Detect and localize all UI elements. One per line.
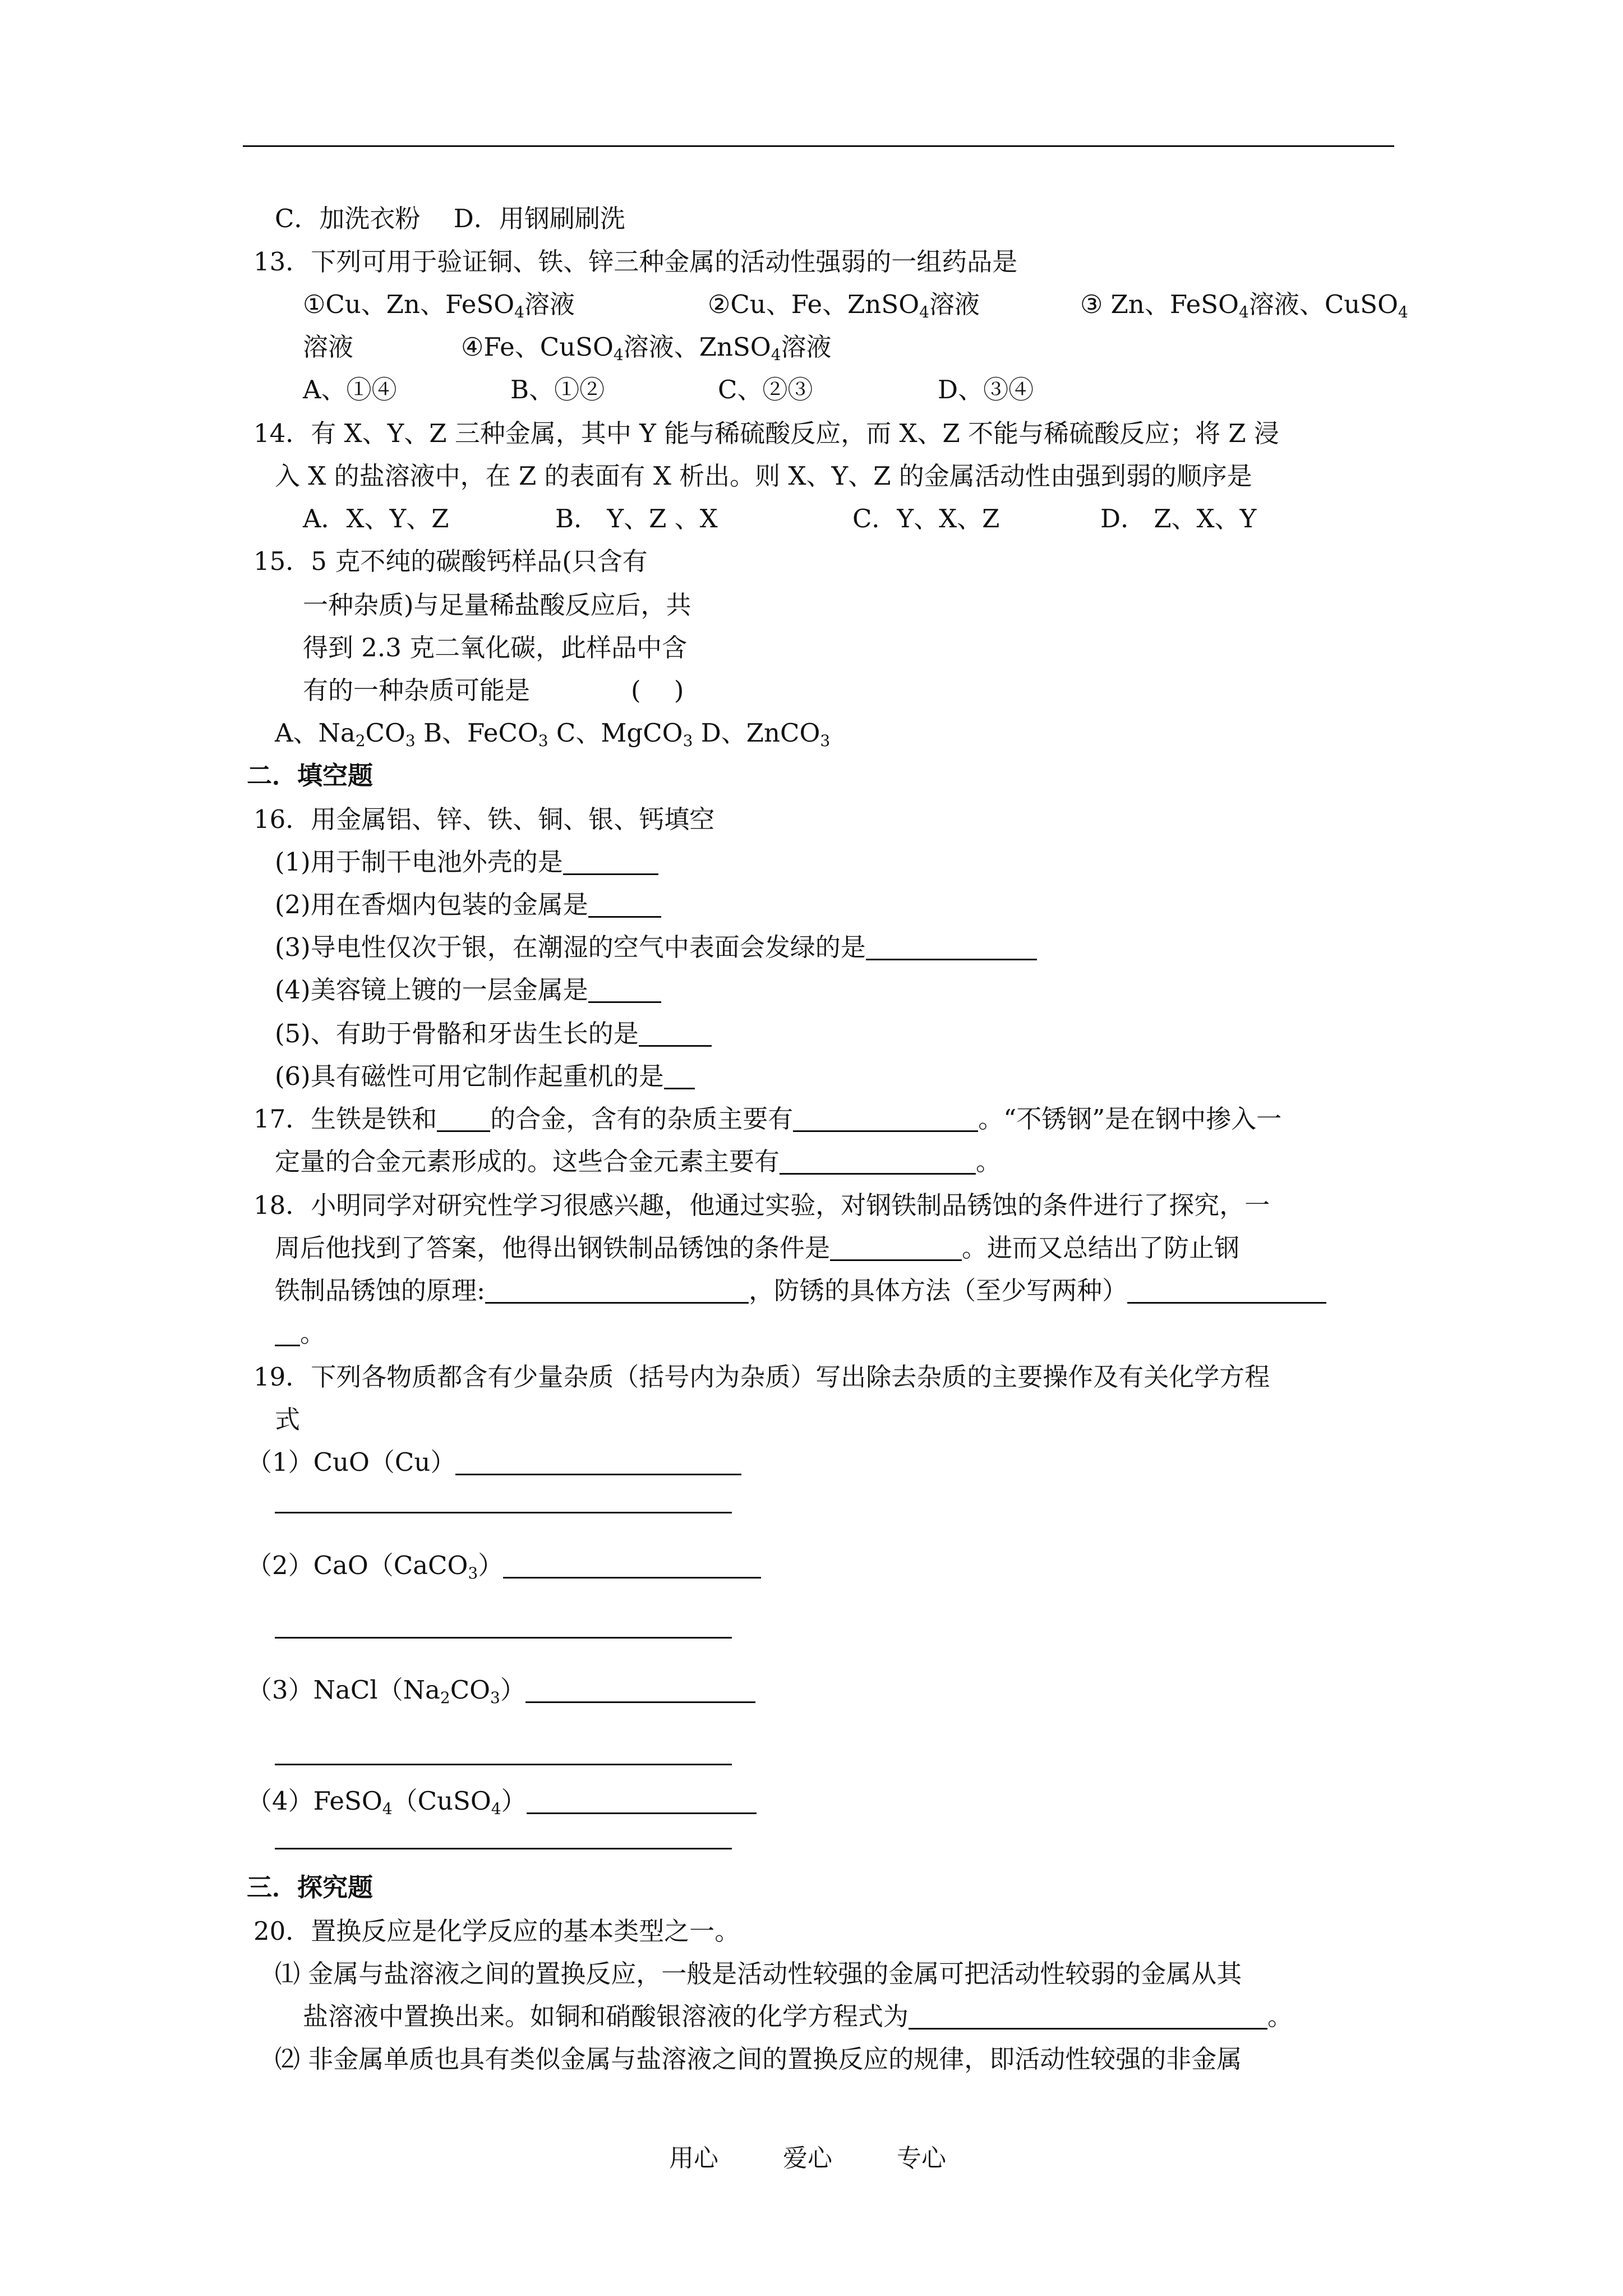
- answer-blank[interactable]: [588, 979, 661, 1003]
- fill-line: (5)、有助于骨骼和牙齿生长的是: [275, 1021, 712, 1047]
- answer-blank[interactable]: [909, 2005, 1267, 2030]
- choice-a: A．X、Y、Z: [303, 504, 449, 533]
- choice-a: A、①④: [303, 375, 397, 404]
- option-1: ①Cu、Zn、FeSO$_4$溶液: [303, 289, 575, 321]
- header-rule: [243, 145, 1394, 147]
- item-3: $(3)NaCl(Na_2CO_3)$: [247, 1677, 755, 1703]
- choices-15: A、$Na_2CO_3$ B、FeCO$_3$ C、MgCO$_3$ D、ZnCO$_3$: [275, 718, 831, 750]
- answer-blank[interactable]: [485, 1280, 749, 1304]
- choice-b: B、①②: [510, 375, 605, 404]
- text-line: C．加洗衣粉 D．用钢刷刷洗: [275, 204, 625, 233]
- question-19: 19．下列各物质都含有少量杂质（括号内为杂质）写出除去杂质的主要操作及有关化学方程: [253, 1362, 1270, 1392]
- fill-line: (3)导电性仅次于银，在潮湿的空气中表面会发绿的是: [275, 935, 1037, 960]
- fill-line: (4)美容镜上镀的一层金属是: [275, 977, 661, 1003]
- item-2: （2）CaO（CaCO$_3$）: [247, 1553, 761, 1579]
- choice-d: D． Z、X、Y: [1100, 504, 1257, 533]
- text-line: 周后他找到了答案，他得出钢铁制品锈蚀的条件是 。进而又总结出了防止钢: [275, 1233, 1240, 1263]
- choice-b: B． Y、Z 、X: [555, 504, 718, 533]
- footer-text: 用心: [669, 2144, 718, 2173]
- fill-line: (1)用于制干电池外壳的是: [275, 849, 658, 875]
- item-1: （1）CuO（Cu）: [247, 1450, 741, 1475]
- answer-blank[interactable]: [437, 1108, 490, 1132]
- fill-line: (2)用在香烟内包装的金属是: [275, 892, 661, 918]
- text-line: ⑵ 非金属单质也具有类似金属与盐溶液之间的置换反应的规律，即活动性较强的非金属: [275, 2044, 1242, 2074]
- answer-line[interactable]: [275, 1637, 732, 1639]
- text-line: ⑴ 金属与盐溶液之间的置换反应，一般是活动性较强的金属可把活动性较弱的金属从其: [275, 1959, 1242, 1989]
- answer-blank[interactable]: [1127, 1280, 1326, 1304]
- option-2: ②Cu、Fe、ZnSO$_4$溶液: [708, 289, 980, 321]
- section-heading: 三．探究题: [247, 1872, 374, 1902]
- question-16: 16．用金属铝、锌、铁、铜、银、钙填空: [253, 804, 715, 834]
- text-line: 。: [275, 1320, 325, 1346]
- answer-blank[interactable]: [830, 1237, 962, 1261]
- answer-line[interactable]: [275, 1848, 732, 1849]
- option-3: ③ Zn、FeSO$_4$溶液、CuSO$_4$: [1080, 289, 1408, 321]
- answer-line[interactable]: [275, 1512, 732, 1513]
- answer-line[interactable]: [275, 1764, 732, 1765]
- footer-text: 专心: [897, 2144, 946, 2173]
- question-15: 15．5 克不纯的碳酸钙样品(只含有: [253, 546, 648, 576]
- answer-blank[interactable]: [563, 851, 658, 875]
- choice-c: C、②③: [718, 375, 813, 404]
- choice-c: C．Y、X、Z: [852, 504, 1000, 533]
- footer-text: 爱心: [783, 2144, 832, 2173]
- answer-blank[interactable]: [503, 1554, 761, 1579]
- question-17: 17．生铁是铁和 的合金，含有的杂质主要有 。“不锈钢”是在钢中掺入一: [253, 1104, 1282, 1134]
- answer-blank[interactable]: [525, 1679, 755, 1703]
- text-line: 有的一种杂质可能是 ( ): [303, 675, 684, 705]
- answer-blank[interactable]: [639, 1023, 712, 1047]
- text-line: 式: [275, 1405, 301, 1434]
- question-20: 20．置换反应是化学反应的基本类型之一。: [253, 1916, 740, 1946]
- item-4: （4）FeSO$_4$（CuSO$_4$）: [247, 1788, 757, 1814]
- text-line: 铁制品锈蚀的原理: ，防锈的具体方法（至少写两种）: [275, 1278, 1326, 1304]
- answer-blank[interactable]: [275, 1322, 300, 1346]
- question-13: 13．下列可用于验证铜、铁、锌三种金属的活动性强弱的一组药品是: [253, 247, 1018, 277]
- text-line: 溶液: [303, 332, 354, 362]
- text-line: 一种杂质)与足量稀盐酸反应后，共: [303, 590, 691, 620]
- question-18: 18．小明同学对研究性学习很感兴趣，他通过实验，对钢铁制品锈蚀的条件进行了探究，一: [253, 1190, 1270, 1220]
- answer-blank[interactable]: [793, 1108, 978, 1132]
- answer-blank[interactable]: [866, 936, 1037, 960]
- answer-blank[interactable]: [780, 1151, 976, 1175]
- question-14: 14．有 X、Y、Z 三种金属，其中 Y 能与稀硫酸反应，而 X、Z 不能与稀硫酸反应；将 Z 浸: [253, 418, 1279, 448]
- text-line: 盐溶液中置换出来。如铜和硝酸银溶液的化学方程式为 。: [303, 2001, 1293, 2031]
- answer-blank[interactable]: [664, 1065, 695, 1089]
- answer-blank[interactable]: [588, 894, 661, 918]
- text-line: 得到 2.3 克二氧化碳，此样品中含: [303, 633, 688, 662]
- answer-blank[interactable]: [455, 1451, 741, 1475]
- page-footer: [669, 2146, 1011, 2171]
- text-line: 定量的合金元素形成的。这些合金元素主要有 。: [275, 1147, 1002, 1176]
- fill-line: (6)具有磁性可用它制作起重机的是: [275, 1064, 695, 1089]
- choice-d: D、③④: [938, 375, 1034, 404]
- option-4: ④Fe、CuSO$_4$溶液、ZnSO$_4$溶液: [461, 332, 832, 364]
- text-line: 入 X 的盐溶液中，在 Z 的表面有 X 析出。则 X、Y、Z 的金属活动性由强到弱的顺序是: [275, 461, 1252, 491]
- answer-blank[interactable]: [527, 1790, 757, 1814]
- section-heading: 二．填空题: [247, 761, 374, 790]
